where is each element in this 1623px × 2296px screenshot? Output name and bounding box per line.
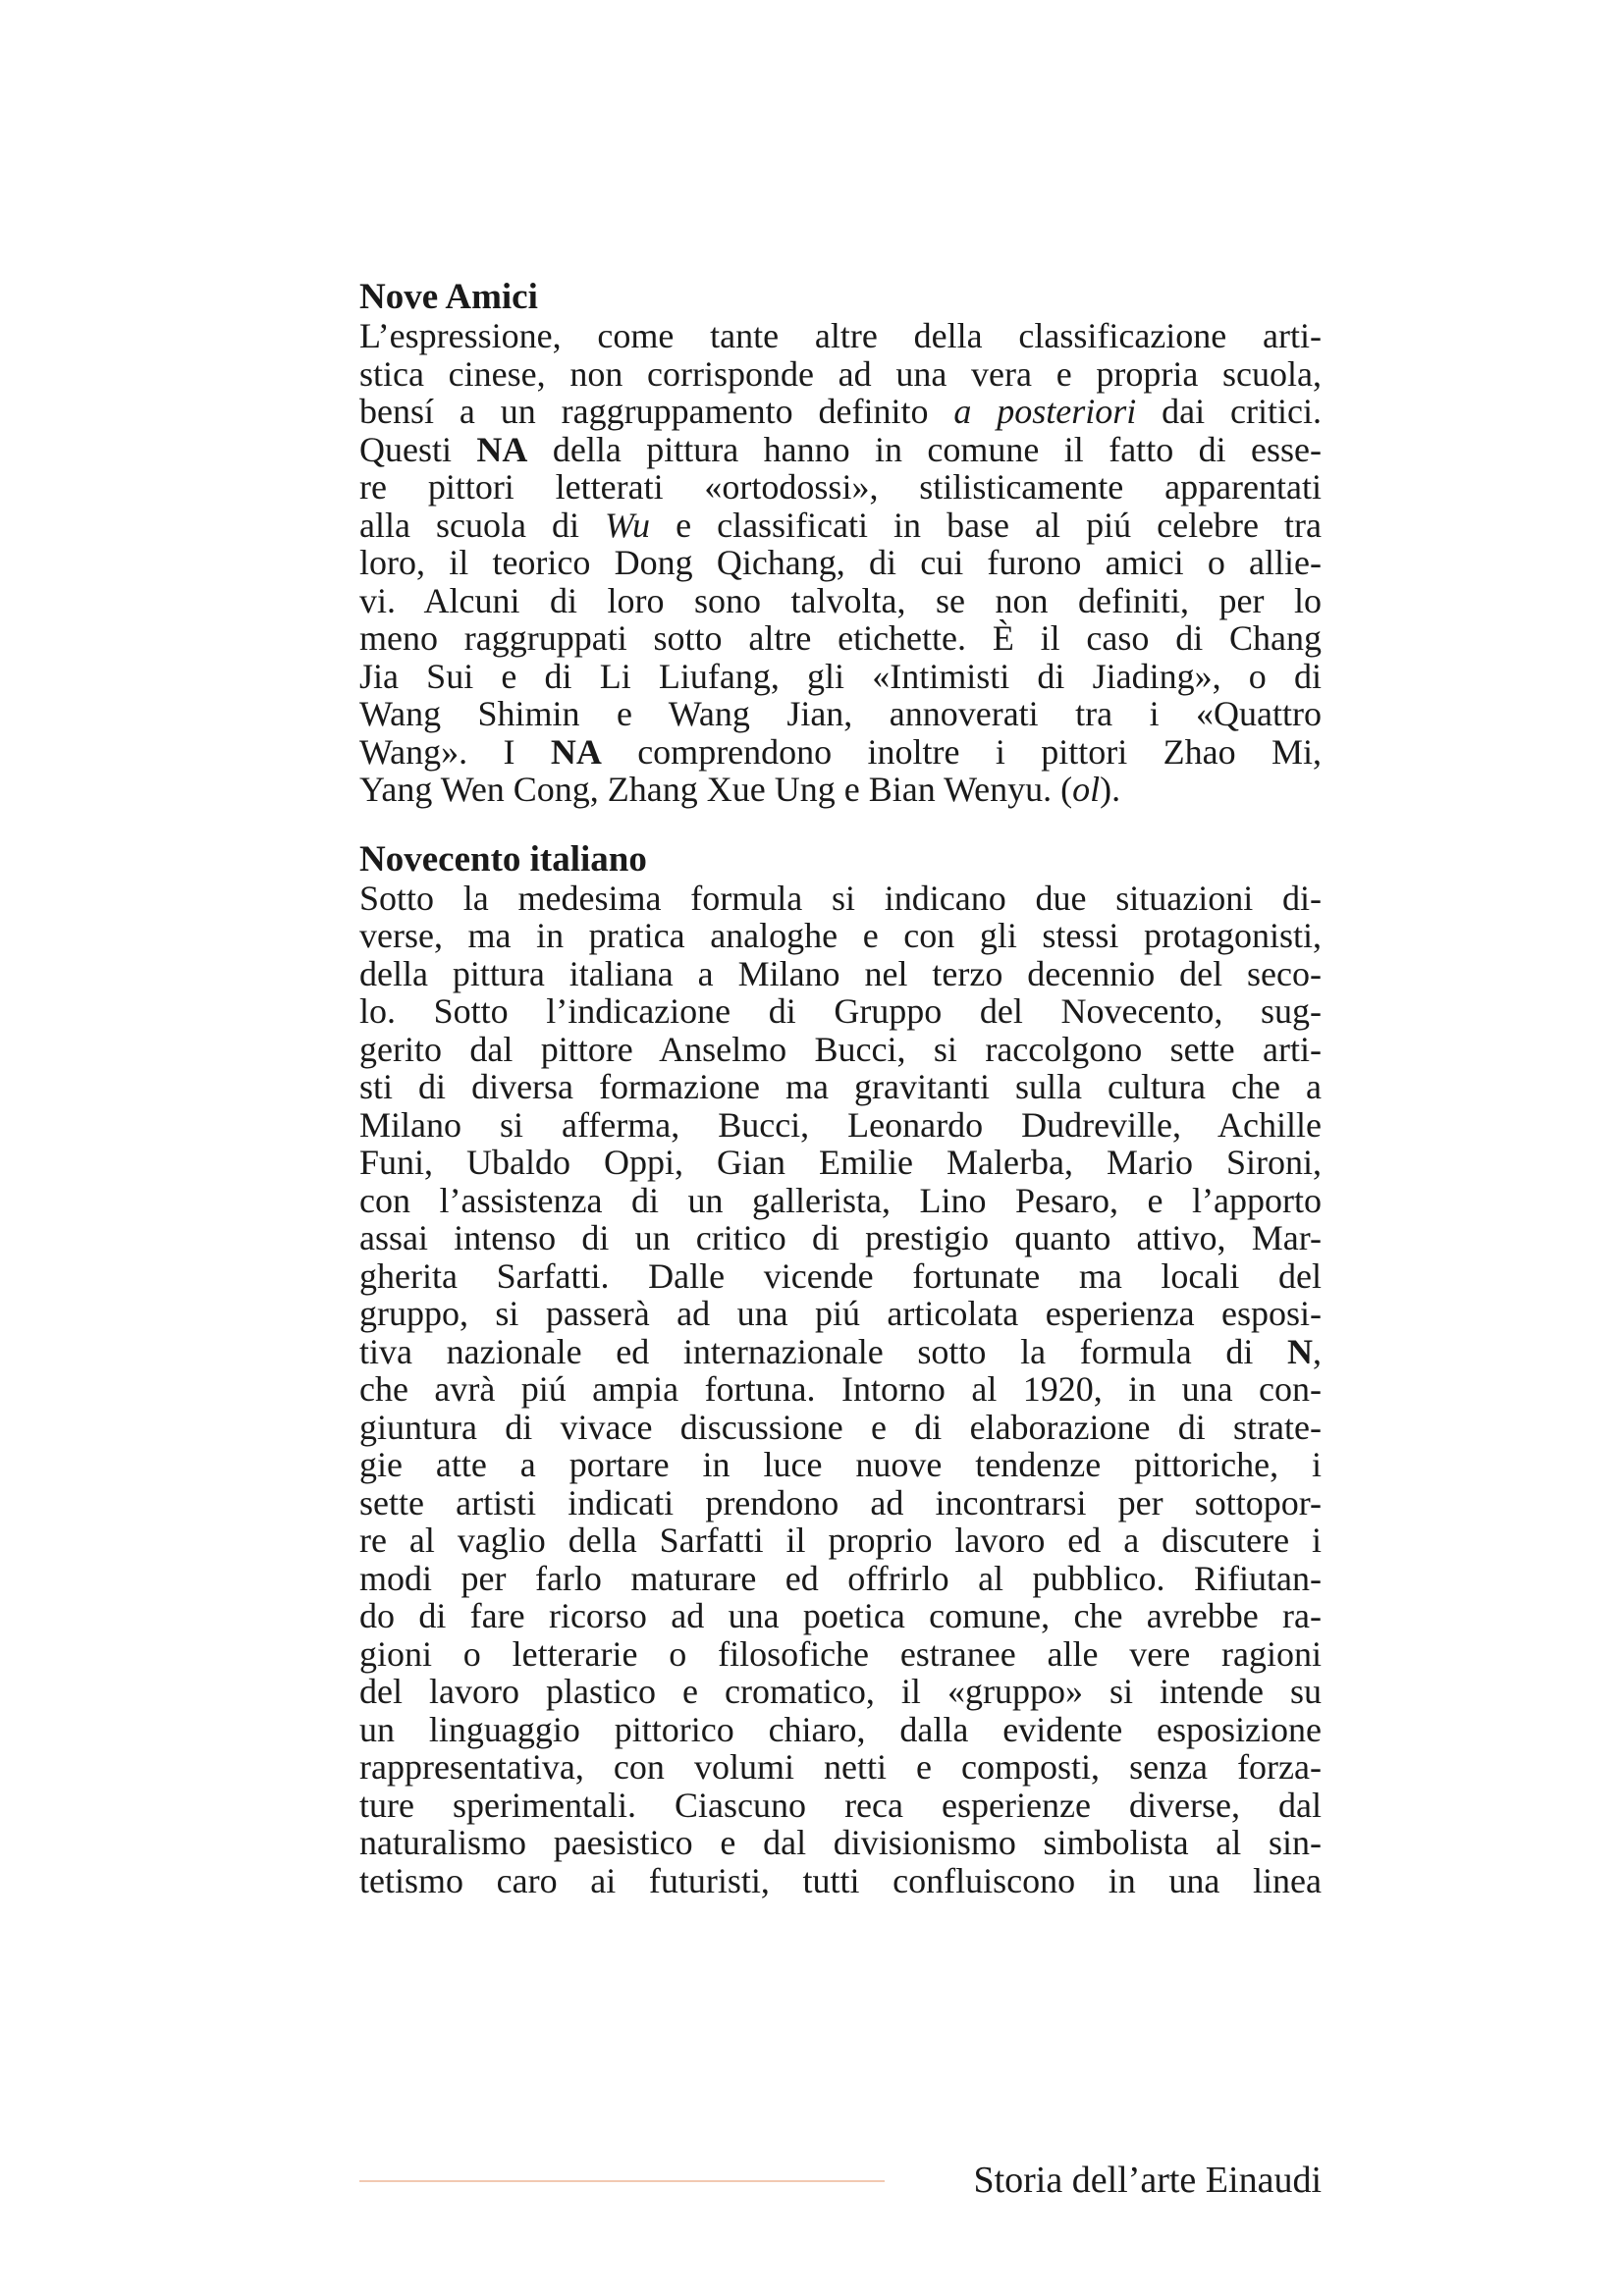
text-line: della pittura italiana a Milano nel terzo decennio del seco-: [359, 953, 1322, 993]
entry-heading: Novecento italiano: [359, 838, 647, 880]
text-line: tiva nazionale ed internazionale sotto la formula di N,: [359, 1331, 1322, 1371]
text-line: Wang». I NA comprendono inoltre i pittori Zhao Mi,: [359, 731, 1322, 772]
entry-spacer: [359, 809, 1322, 840]
text-line: gruppo, si passerà ad una piú articolata esperienza esposi-: [359, 1294, 1322, 1333]
text-line: giuntura di vivace discussione e di elaborazione di strate-: [359, 1407, 1322, 1447]
text-line: meno raggruppati sotto altre etichette. È il caso di Chang: [359, 618, 1322, 658]
text-line: loro, il teorico Dong Qichang, di cui furono amici o allie-: [359, 543, 1322, 582]
text-line: sti di diversa formazione ma gravitanti sulla cultura che a: [359, 1067, 1322, 1106]
text-line: naturalismo paesistico e dal divisionismo simbolista al sin-: [359, 1823, 1322, 1862]
text-line: con l’assistenza di un gallerista, Lino Pesaro, e l’apporto: [359, 1180, 1322, 1220]
text-line: gherita Sarfatti. Dalle vicende fortunate ma locali del: [359, 1255, 1322, 1296]
text-line: Yang Wen Cong, Zhang Xue Ung e Bian Wenyu. (ol).: [359, 770, 1121, 809]
text-column: [359, 278, 1322, 1899]
text-line: assai intenso di un critico di prestigio quanto attivo, Mar-: [359, 1218, 1322, 1257]
bold-abbreviation: N: [1287, 1331, 1313, 1371]
entry-body: [359, 317, 1322, 809]
dictionary-entry: [359, 278, 1322, 809]
text-line: Jia Sui e di Li Liufang, gli «Intimisti di Jiading», o di: [359, 656, 1322, 696]
text-line: Wang Shimin e Wang Jian, annoverati tra i «Quattro: [359, 694, 1322, 733]
text-line: bensí a un raggruppamento definito a posteriori dai critici.: [359, 392, 1323, 431]
text-line: rappresentativa, con volumi netti e composti, senza forza-: [359, 1747, 1322, 1787]
text-line: Funi, Ubaldo Oppi, Gian Emilie Malerba, Mario Sironi,: [359, 1143, 1322, 1182]
italic-term: a posteriori: [953, 392, 1137, 431]
text-line: re al vaglio della Sarfatti il proprio lavoro ed a discutere i: [359, 1521, 1322, 1560]
text-line: un linguaggio pittorico chiaro, dalla evidente esposizione: [359, 1709, 1322, 1749]
dictionary-entry: [359, 840, 1322, 1900]
text-line: che avrà piú ampia fortuna. Intorno al 1920, in una con-: [359, 1369, 1322, 1409]
text-line: modi per farlo maturare ed offrirlo al pubblico. Rifiutan-: [359, 1558, 1322, 1598]
text-line: stica cinese, non corrisponde ad una vera e propria scuola,: [359, 353, 1322, 394]
page-footer: [359, 2159, 1322, 2202]
italic-term: ol: [1072, 770, 1101, 809]
entry-heading: Nove Amici: [359, 277, 538, 317]
text-line: vi. Alcuni di loro sono talvolta, se non definiti, per lo: [359, 580, 1322, 620]
entry-body: [359, 880, 1322, 1900]
text-line: Sotto la medesima formula si indicano due situazioni di-: [359, 878, 1322, 918]
text-line: verse, ma in pratica analoghe e con gli stessi protagonisti,: [359, 916, 1322, 955]
text-line: Questi NA della pittura hanno in comune il fatto di esse-: [359, 429, 1322, 469]
text-line: del lavoro plastico e cromatico, il «gruppo» si intende su: [359, 1672, 1322, 1711]
text-line: do di fare ricorso ad una poetica comune, che avrebbe ra-: [359, 1596, 1322, 1635]
text-line: ture sperimentali. Ciascuno reca esperienze diverse, dal: [359, 1785, 1322, 1825]
text-line: Milano si afferma, Bucci, Leonardo Dudreville, Achille: [359, 1104, 1322, 1145]
text-line: tetismo caro ai futuristi, tutti confluiscono in una linea: [359, 1860, 1322, 1900]
text-line: gie atte a portare in luce nuove tendenze pittoriche, i: [359, 1445, 1322, 1484]
text-line: L’espressione, come tante altre della classificazione arti-: [359, 316, 1322, 355]
footer-brand: Storia dell’arte Einaudi: [973, 2160, 1322, 2201]
text-line: lo. Sotto l’indicazione di Gruppo del Novecento, sug-: [359, 991, 1322, 1031]
bold-abbreviation: NA: [476, 429, 528, 469]
text-line: sette artisti indicati prendono ad incontrarsi per sottopor-: [359, 1482, 1322, 1522]
text-line: re pittori letterati «ortodossi», stilisticamente apparentati: [359, 467, 1322, 507]
bold-abbreviation: NA: [550, 731, 602, 772]
footer-rule: [359, 2180, 885, 2182]
italic-term: Wu: [605, 505, 651, 545]
text-line: alla scuola di Wu e classificati in base al piú celebre tra: [359, 505, 1323, 545]
text-line: gerito dal pittore Anselmo Bucci, si raccolgono sette arti-: [359, 1029, 1322, 1069]
text-line: gioni o letterarie o filosofiche estranee alle vere ragioni: [359, 1633, 1322, 1674]
